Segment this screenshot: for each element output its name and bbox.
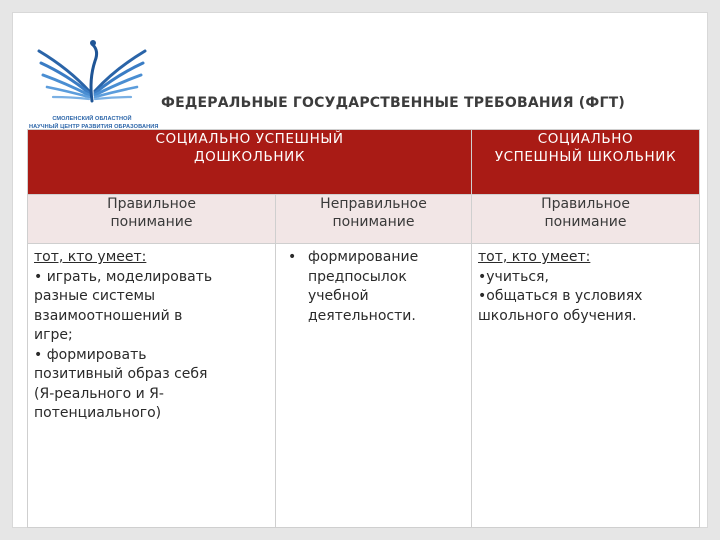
subheader-row — [28, 195, 700, 244]
col3-line: •общаться в условиях — [478, 288, 643, 304]
col1-line: потенциального) — [34, 405, 162, 421]
col1-line: позитивный образ себя — [34, 366, 208, 382]
col3-line: •учиться, — [478, 268, 549, 285]
header-schoolchild — [472, 130, 700, 195]
list-item — [286, 248, 469, 326]
col3-lead: тот, кто умеет: — [478, 249, 591, 265]
col2-line: учебной — [308, 288, 369, 304]
col2-line: деятельности. — [308, 307, 416, 324]
subheader-correct-2 — [472, 195, 700, 244]
content-school-correct — [472, 244, 700, 528]
slide — [12, 12, 708, 528]
col2-line: предпосылок — [308, 268, 407, 285]
subheader-1-line1: Правильное — [107, 196, 196, 212]
logo — [29, 29, 159, 141]
phoenix-bird-logo-icon — [29, 29, 155, 115]
header-preschooler-line1: СОЦИАЛЬНО УСПЕШНЫЙ — [155, 131, 344, 147]
subheader-3-line2: понимание — [544, 214, 627, 230]
subheader-2-line1: Неправильное — [320, 196, 427, 212]
col1-line: взаимоотношений в — [34, 307, 183, 324]
header-preschooler-line2: ДОШКОЛЬНИК — [193, 149, 306, 165]
header-preschooler — [28, 130, 472, 195]
subheader-3-line1: Правильное — [541, 196, 630, 212]
col3-line: школьного обучения. — [478, 307, 637, 324]
col1-line: • формировать — [34, 346, 147, 363]
header-row — [28, 130, 700, 195]
header-schoolchild-line2: УСПЕШНЫЙ ШКОЛЬНИК — [494, 149, 677, 165]
logo-text-line2: НАУЧНЫЙ ЦЕНТР РАЗВИТИЯ ОБРАЗОВАНИЯ — [29, 124, 159, 130]
subheader-1-line2: понимание — [110, 214, 193, 230]
bullet: • — [288, 249, 297, 265]
col1-line: разные системы — [34, 288, 156, 304]
col1-line: (Я-реального и Я- — [34, 385, 164, 402]
comparison-table — [27, 129, 700, 528]
slide-title: ФЕДЕРАЛЬНЫЕ ГОСУДАРСТВЕННЫЕ ТРЕБОВАНИЯ (ФГТ) — [161, 95, 625, 111]
subheader-correct-1 — [28, 195, 276, 244]
content-row — [28, 244, 700, 528]
logo-text-line1: СМОЛЕНСКИЙ ОБЛАСТНОЙ — [52, 116, 132, 122]
col1-line: игре; — [34, 327, 73, 343]
col1-line: • играть, моделировать — [34, 268, 213, 285]
header-schoolchild-line1: СОЦИАЛЬНО — [537, 131, 634, 147]
content-preschool-incorrect — [276, 244, 472, 528]
col2-line: формирование — [308, 249, 419, 265]
subheader-incorrect — [276, 195, 472, 244]
col1-lead: тот, кто умеет: — [34, 249, 147, 265]
content-preschool-correct — [28, 244, 276, 528]
subheader-2-line2: понимание — [332, 214, 415, 230]
col2-list — [282, 248, 469, 326]
